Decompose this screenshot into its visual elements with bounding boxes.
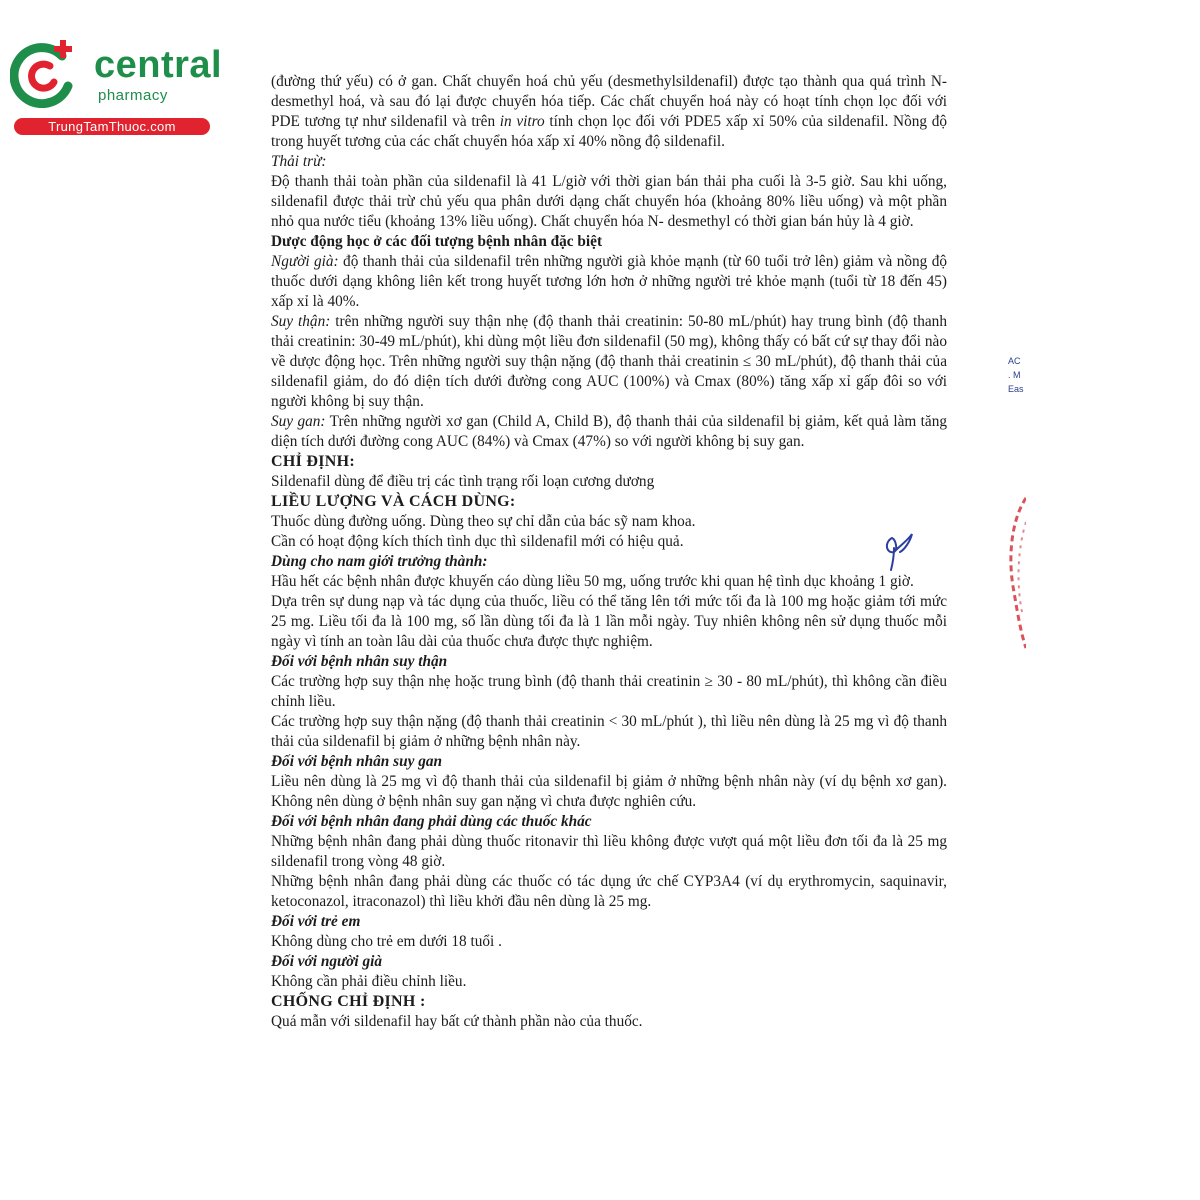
- elimination-paragraph: Độ thanh thải toàn phần của sildenafil là 41 L/giờ với thời gian bán thải pha cuối là 3-5 giờ. Sau khi uống, sildenafil được thải trừ chủ yếu qua phân dưới dạng chất chuyển hóa (khoảng 80% liều uống) và một phần nhỏ qua nước tiểu (khoảng 13% liều uống). Chất chuyển hóa N- desmethyl có thời gian bán hủy là 4 giờ.: [271, 173, 947, 230]
- renal-patients-paragraph-1: Các trường hợp suy thận nhẹ hoặc trung bình (độ thanh thải creatinin ≥ 30 - 80 mL/phút), thì không cần điều chỉnh liều.: [271, 673, 947, 710]
- other-drugs-heading: Đối với bệnh nhân đang phải dùng các thuốc khác: [271, 813, 592, 830]
- special-populations-heading: Dược động học ở các đối tượng bệnh nhân đặc biệt: [271, 233, 603, 250]
- hepatic-patients-paragraph: Liều nên dùng là 25 mg vì độ thanh thải của sildenafil bị giảm ở những bệnh nhân này (ví dụ bệnh xơ gan). Không nên dùng ở bệnh nhân suy gan nặng vì chưa được nghiên cứu.: [271, 773, 947, 810]
- pharmacy-logo: [10, 36, 223, 136]
- children-paragraph: Không dùng cho trẻ em dưới 18 tuổi .: [271, 933, 502, 950]
- renal-impairment-paragraph: Suy thận: trên những người suy thận nhẹ (độ thanh thải creatinin: 50-80 mL/phút) hay trung bình (độ thanh thải creatinin: 30-49 mL/phút), khi dùng một liều đơn sildenafil (50 mg), không thấy có bất cứ sự thay đổi nào về dược động học. Trên những người suy thận nặng (độ thanh thải creatinin ≤ 30 mL/phút), độ thanh thải của sildenafil giảm, do đó diện tích dưới đường cong AUC (100%) và Cmax (80%) tăng xấp xỉ gấp đôi so với người không bị suy thận.: [271, 313, 947, 410]
- elderly-dosing-paragraph: Không cần phải điều chỉnh liều.: [271, 973, 467, 990]
- metabolism-paragraph: (đường thứ yếu) có ở gan. Chất chuyển hoá chủ yếu (desmethylsildenafil) được tạo thành qua quá trình N-desmethyl hoá, và sau đó lại được chuyển hóa tiếp. Các chất chuyển hoá này có hoạt tính chọn lọc đối với PDE tương tự như sildenafil và trên in vitro tính chọn lọc đối với PDE5 xấp xỉ 50% của sildenafil. Nồng độ trong huyết tương của các chất chuyển hóa xấp xỉ 40% nồng độ sildenafil.: [271, 73, 948, 150]
- elimination-heading: Thải trừ:: [271, 153, 327, 170]
- hepatic-impairment-paragraph: Suy gan: Trên những người xơ gan (Child A, Child B), độ thanh thải của sildenafil bị giảm, kết quả làm tăng diện tích dưới đường cong AUC (84%) và Cmax (47%) so với người không bị suy gan.: [271, 413, 948, 450]
- dosage-heading: LIỀU LƯỢNG VÀ CÁCH DÙNG:: [271, 493, 516, 510]
- renal-patients-heading: Đối với bệnh nhân suy thận: [271, 653, 448, 670]
- hepatic-patients-heading: Đối với bệnh nhân suy gan: [271, 753, 442, 770]
- other-drugs-paragraph-1: Những bệnh nhân đang phải dùng thuốc ritonavir thì liều không được vượt quá một liều đơn tối đa là 25 mg sildenafil trong vòng 48 giờ.: [271, 833, 947, 870]
- dosage-line-1: Thuốc dùng đường uống. Dùng theo sự chỉ dẫn của bác sỹ nam khoa.: [271, 513, 696, 530]
- adult-men-heading: Dùng cho nam giới trưởng thành:: [271, 553, 488, 570]
- indications-text: Sildenafil dùng để điều trị các tình trạng rối loạn cương dương: [271, 473, 655, 490]
- elderly-paragraph: Người già: độ thanh thải của sildenafil trên những người già khỏe mạnh (từ 60 tuổi trở lên) giảm và nồng độ thuốc dưới dạng không liên kết trong huyết tương lớn hơn ở những người trẻ khỏe mạnh (tuổi từ 18 đến 45) xấp xỉ là 40%.: [271, 253, 947, 310]
- contraindications-text: Quá mẫn với sildenafil hay bất cứ thành phần nào của thuốc.: [271, 1013, 643, 1030]
- logo-name: central: [94, 44, 223, 86]
- indications-heading: CHỈ ĐỊNH:: [271, 453, 356, 470]
- logo-subtitle: pharmacy: [98, 87, 168, 104]
- adult-men-paragraph-2: Dựa trên sự dung nạp và tác dụng của thuốc, liều có thể tăng lên tới mức tối đa là 100 mg hoặc giảm tới mức 25 mg. Liều tối đa là 100 mg, số lần dùng tối đa là 1 lần mỗi ngày. Tuy nhiên không nên sử dụng thuốc mỗi ngày vì tính an toàn lâu dài của thuốc chưa được thực nghiệm.: [271, 593, 947, 650]
- adult-men-paragraph-1: Hầu hết các bệnh nhân được khuyến cáo dùng liều 50 mg, uống trước khi quan hệ tình dục khoảng 1 giờ.: [271, 573, 914, 590]
- children-heading: Đối với trẻ em: [271, 913, 361, 930]
- handwritten-signature: [882, 528, 918, 572]
- edge-stamp-text: AC . M Eas: [1008, 356, 1024, 394]
- in-vitro-term: in vitro: [499, 113, 545, 130]
- leaflet-body: [271, 72, 947, 1032]
- dosage-line-2: Cần có hoạt động kích thích tình dục thì sildenafil mới có hiệu quả.: [271, 533, 684, 550]
- pharmacy-logo-icon: [10, 38, 80, 108]
- elderly-dosing-heading: Đối với người già: [271, 953, 382, 970]
- logo-website-banner: TrungTamThuoc.com: [14, 118, 210, 135]
- contraindications-heading: CHỐNG CHỈ ĐỊNH :: [271, 993, 426, 1010]
- renal-patients-paragraph-2: Các trường hợp suy thận nặng (độ thanh thải creatinin < 30 mL/phút ), thì liều nên dùng là 25 mg vì độ thanh thải của sildenafil bị giảm ở những bệnh nhân này.: [271, 713, 947, 750]
- other-drugs-paragraph-2: Những bệnh nhân đang phải dùng các thuốc có tác dụng ức chế CYP3A4 (ví dụ erythromycin, saquinavir, ketoconazol, itraconazol) thì liều khởi đầu nên dùng là 25 mg.: [271, 873, 947, 910]
- red-stamp-fragment: [1004, 492, 1026, 652]
